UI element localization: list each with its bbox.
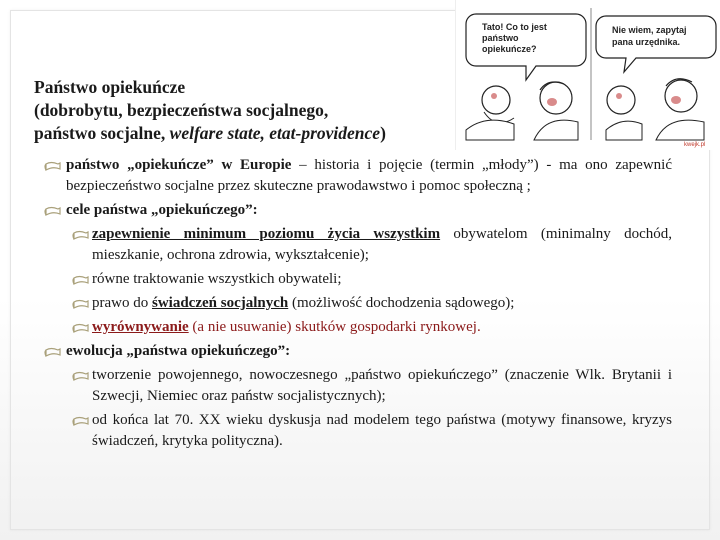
item-1-bold: państwo „opiekuńcze” w Europie	[66, 157, 292, 173]
scroll-bullet-icon	[72, 228, 90, 240]
list-item	[44, 341, 672, 362]
item-8-text: tworzenie powojennego, nowoczesnego „państwo opiekuńczego” (znaczenie Wlk. Brytanii i Szwecji, Niemiec oraz państw socjalistycznych);	[92, 367, 672, 404]
slide-content	[44, 155, 672, 455]
scroll-bullet-icon	[72, 369, 90, 381]
bubble-left-line3: opiekuńcze?	[482, 44, 537, 54]
scroll-bullet-icon	[44, 204, 62, 216]
item-4-text: równe traktowanie wszystkich obywateli;	[92, 271, 342, 287]
item-3-text: obywatelom (minimalny dochód, mieszkanie, ochrona zdrowia, wykształcenie);	[92, 226, 672, 263]
item-1-text: – historia i pojęcie (termin „młody”) - ma ono zapewnić bezpieczeństwo socjalne przez skuteczne prawodawstwo i pomoc społeczną ;	[66, 157, 672, 194]
comic-credit: kwejk.pl	[684, 142, 706, 148]
comic-drawing	[456, 0, 720, 150]
scroll-bullet-icon	[72, 297, 90, 309]
list-item	[44, 155, 672, 197]
item-3-bold: zapewnienie minimum poziomu życia wszystkim	[92, 226, 441, 242]
title-line-2: (dobrobytu, bezpieczeństwa socjalnego,	[34, 100, 329, 120]
scroll-bullet-icon	[72, 414, 90, 426]
scroll-bullet-icon	[44, 345, 62, 357]
page-title	[34, 76, 454, 145]
title-line-3-italic: welfare state, etat-providence	[169, 123, 381, 143]
bubble-left-line1: Tato! Co to jest	[482, 22, 547, 32]
scroll-bullet-icon	[72, 273, 90, 285]
left-figures	[466, 82, 578, 140]
title-line-3-close: )	[380, 123, 386, 143]
item-6-text: (a nie usuwanie) skutków gospodarki rynkowej.	[188, 319, 481, 335]
item-6-bold: wyrównywanie	[92, 319, 189, 335]
bubble-left-line2: państwo	[482, 33, 519, 43]
list-item	[44, 224, 672, 266]
title-line-3	[34, 122, 454, 145]
list-item	[44, 293, 672, 314]
list-item	[44, 317, 672, 338]
right-figures	[606, 79, 704, 140]
item-5-bold: świadczeń socjalnych	[152, 295, 289, 311]
item-5-text-b: (możliwość dochodzenia sądowego);	[288, 295, 515, 311]
item-5-text-a: prawo do	[92, 295, 152, 311]
item-9-text: od końca lat 70. XX wieku dyskusja nad modelem tego państwa (motywy finansowe, kryzys świadczeń, krytyka polityczna).	[92, 412, 672, 449]
list-item	[44, 269, 672, 290]
title-line-3-plain: państwo socjalne,	[34, 123, 170, 143]
bubble-right-line1: Nie wiem, zapytaj	[612, 25, 687, 35]
comic-illustration	[455, 0, 720, 150]
scroll-bullet-icon	[44, 159, 62, 171]
scroll-bullet-icon	[72, 321, 90, 333]
item-7-bold: ewolucja „państwa opiekuńczego”:	[66, 343, 291, 359]
list-item	[44, 365, 672, 407]
title-line-1: Państwo opiekuńcze	[34, 77, 186, 97]
bubble-right-line2: pana urzędnika.	[612, 37, 681, 47]
list-item	[44, 410, 672, 452]
item-2-bold: cele państwa „opiekuńczego”:	[66, 202, 258, 218]
list-item	[44, 200, 672, 221]
